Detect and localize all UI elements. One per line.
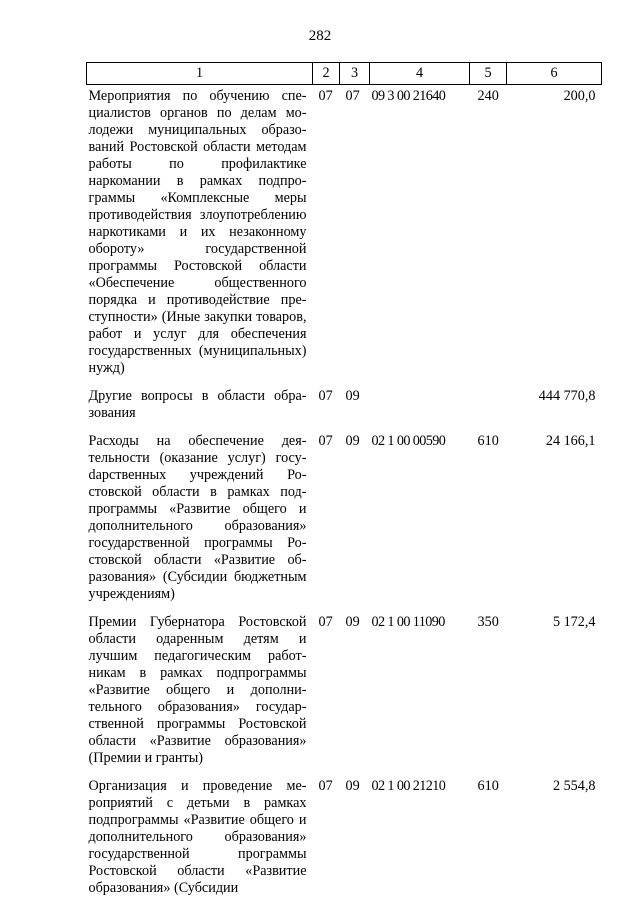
row-expense-type bbox=[470, 388, 507, 433]
row-target-code: 02 1 00 00590 bbox=[370, 433, 470, 614]
row-section: 07 bbox=[313, 433, 340, 614]
column-header-5: 5 bbox=[470, 63, 507, 85]
table-row bbox=[87, 614, 602, 778]
row-expense-type: 240 bbox=[470, 85, 507, 389]
row-amount: 200,0 bbox=[507, 85, 602, 389]
row-section: 07 bbox=[313, 778, 340, 908]
row-amount: 2 554,8 bbox=[507, 778, 602, 908]
column-header-3: 3 bbox=[340, 63, 370, 85]
row-expense-type: 350 bbox=[470, 614, 507, 778]
row-section: 07 bbox=[313, 388, 340, 433]
row-description: Организация и проведение мероприятий с детьми в рамках подпрограммы «Развитие общего и дополнительного образования» государственной программы Ростовской области «Развитие образования» (Субсидии bbox=[87, 778, 313, 908]
table-row bbox=[87, 85, 602, 389]
table-row bbox=[87, 388, 602, 433]
row-target-code: 09 3 00 21640 bbox=[370, 85, 470, 389]
row-section: 07 bbox=[313, 85, 340, 389]
row-target-code: 02 1 00 21210 bbox=[370, 778, 470, 908]
header-row bbox=[87, 63, 602, 85]
row-amount: 24 166,1 bbox=[507, 433, 602, 614]
row-subsection: 09 bbox=[340, 433, 370, 614]
row-subsection: 09 bbox=[340, 778, 370, 908]
row-description: Другие вопросы в области образования bbox=[87, 388, 313, 433]
row-target-code: 02 1 00 11090 bbox=[370, 614, 470, 778]
table-header bbox=[87, 63, 602, 85]
column-header-1: 1 bbox=[87, 63, 313, 85]
table-row bbox=[87, 433, 602, 614]
row-subsection: 09 bbox=[340, 388, 370, 433]
column-header-6: 6 bbox=[507, 63, 602, 85]
row-amount: 444 770,8 bbox=[507, 388, 602, 433]
budget-table bbox=[86, 62, 602, 908]
row-section: 07 bbox=[313, 614, 340, 778]
row-amount: 5 172,4 bbox=[507, 614, 602, 778]
row-description: Премии Губернатора Ростовской области одаренным детям и лучшим педагогическим работникам в рамках подпрограммы «Развитие общего и дополнительного образования» государственной программы Ростовской области «Развитие образования» (Премии и гранты) bbox=[87, 614, 313, 778]
column-header-4: 4 bbox=[370, 63, 470, 85]
row-description: Мероприятия по обучению специалистов органов по делам молодежи муниципальных образований Ростовской области методам работы по профилактике наркомании в рамках подпрограммы «Комплексные меры противодействия злоупотреблению наркотиками и их незаконному обороту» государственной программы Ростовской области «Обеспечение общественного порядка и противодействие преступности» (Иные закупки товаров, работ и услуг для обеспечения государственных (муниципальных) нужд) bbox=[87, 85, 313, 389]
row-target-code bbox=[370, 388, 470, 433]
row-expense-type: 610 bbox=[470, 778, 507, 908]
row-expense-type: 610 bbox=[470, 433, 507, 614]
page-number: 282 bbox=[0, 28, 640, 45]
row-description: Расходы на обеспечение деятельности (оказание услуг) госуdарственных учреждений Ростовской области в рамках подпрограммы «Развитие общего и дополнительного образования» государственной программы Ростовской области «Развитие образования» (Субсидии бюджетным учреждениям) bbox=[87, 433, 313, 614]
table-row bbox=[87, 778, 602, 908]
row-subsection: 09 bbox=[340, 614, 370, 778]
column-header-2: 2 bbox=[313, 63, 340, 85]
table-body bbox=[87, 85, 602, 908]
row-subsection: 07 bbox=[340, 85, 370, 389]
